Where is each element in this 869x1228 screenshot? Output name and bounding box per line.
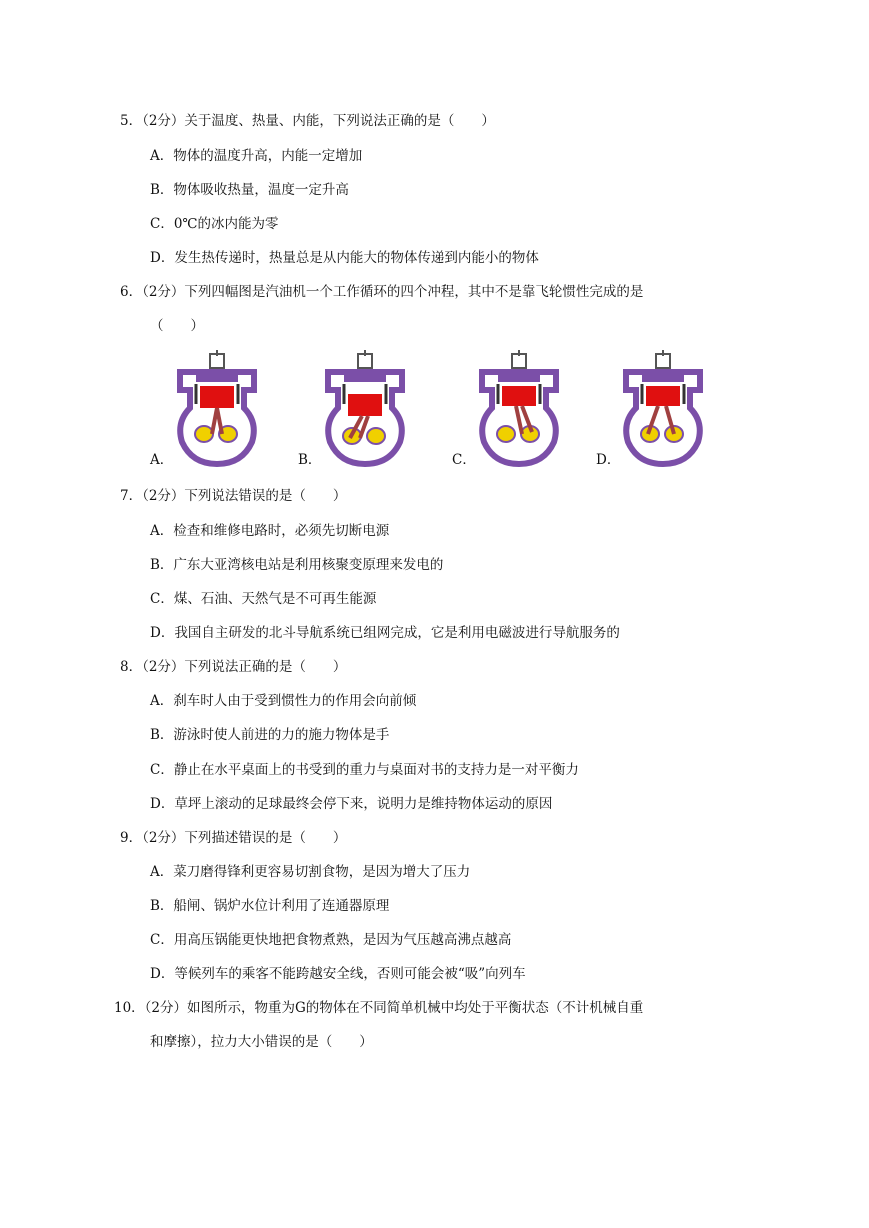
question-7-option-d: D．我国自主研发的北斗导航系统已组网完成，它是利用电磁波进行导航服务的	[150, 625, 620, 641]
figure-label-a: A．	[150, 452, 174, 468]
question-5-option-c: C．0℃的冰内能为零	[150, 216, 279, 232]
question-7-stem: 7．（2分）下列说法错误的是（ ）	[120, 488, 347, 504]
figure-label-c: C．	[452, 452, 476, 468]
engine-figure-a	[150, 350, 290, 470]
question-9-option-b: B．船闸、锅炉水位计利用了连通器原理	[150, 898, 390, 914]
question-9-option-d: D．等候列车的乘客不能跨越安全线，否则可能会被“吸”向列车	[150, 966, 526, 982]
question-9-option-a: A．菜刀磨得锋利更容易切割食物，是因为增大了压力	[150, 864, 471, 880]
question-5-stem: 5．（2分）关于温度、热量、内能，下列说法正确的是（ ）	[120, 113, 495, 129]
question-10-stem: 10．（2分）如图所示，物重为G的物体在不同简单机械中均处于平衡状态（不计机械自重	[114, 1000, 644, 1016]
engine-figure-b	[298, 350, 438, 470]
figure-label-b: B．	[298, 452, 322, 468]
question-6-stem-cont: （ ）	[150, 318, 204, 334]
engine-diagram-icon	[320, 350, 410, 468]
question-5-option-a: A．物体的温度升高，内能一定增加	[150, 148, 363, 164]
question-8-stem: 8．（2分）下列说法正确的是（ ）	[120, 659, 347, 675]
question-10-stem-cont: 和摩擦），拉力大小错误的是（ ）	[150, 1034, 373, 1050]
engine-figure-c	[452, 350, 592, 470]
question-9-stem: 9．（2分）下列描述错误的是（ ）	[120, 830, 347, 846]
question-5-option-d: D．发生热传递时，热量总是从内能大的物体传递到内能小的物体	[150, 250, 539, 266]
question-5-option-b: B．物体吸收热量，温度一定升高	[150, 182, 349, 198]
question-7-option-c: C．煤、石油、天然气是不可再生能源	[150, 591, 377, 607]
question-7-option-a: A．检查和维修电路时，必须先切断电源	[150, 523, 390, 539]
engine-diagram-icon	[172, 350, 262, 468]
question-9-option-c: C．用高压锅能更快地把食物煮熟，是因为气压越高沸点越高	[150, 932, 512, 948]
question-7-option-b: B．广东大亚湾核电站是利用核聚变原理来发电的	[150, 557, 444, 573]
engine-figures	[150, 350, 730, 470]
question-8-option-d: D．草坪上滚动的足球最终会停下来，说明力是维持物体运动的原因	[150, 796, 553, 812]
engine-diagram-icon	[618, 350, 708, 468]
figure-label-d: D．	[596, 452, 621, 468]
engine-diagram-icon	[474, 350, 564, 468]
question-8-option-b: B．游泳时使人前进的力的施力物体是手	[150, 727, 390, 743]
question-6-stem: 6．（2分）下列四幅图是汽油机一个工作循环的四个冲程，其中不是靠飞轮惯性完成的是	[120, 284, 644, 300]
question-8-option-c: C．静止在水平桌面上的书受到的重力与桌面对书的支持力是一对平衡力	[150, 762, 579, 778]
question-8-option-a: A．刹车时人由于受到惯性力的作用会向前倾	[150, 693, 417, 709]
engine-figure-d	[596, 350, 736, 470]
